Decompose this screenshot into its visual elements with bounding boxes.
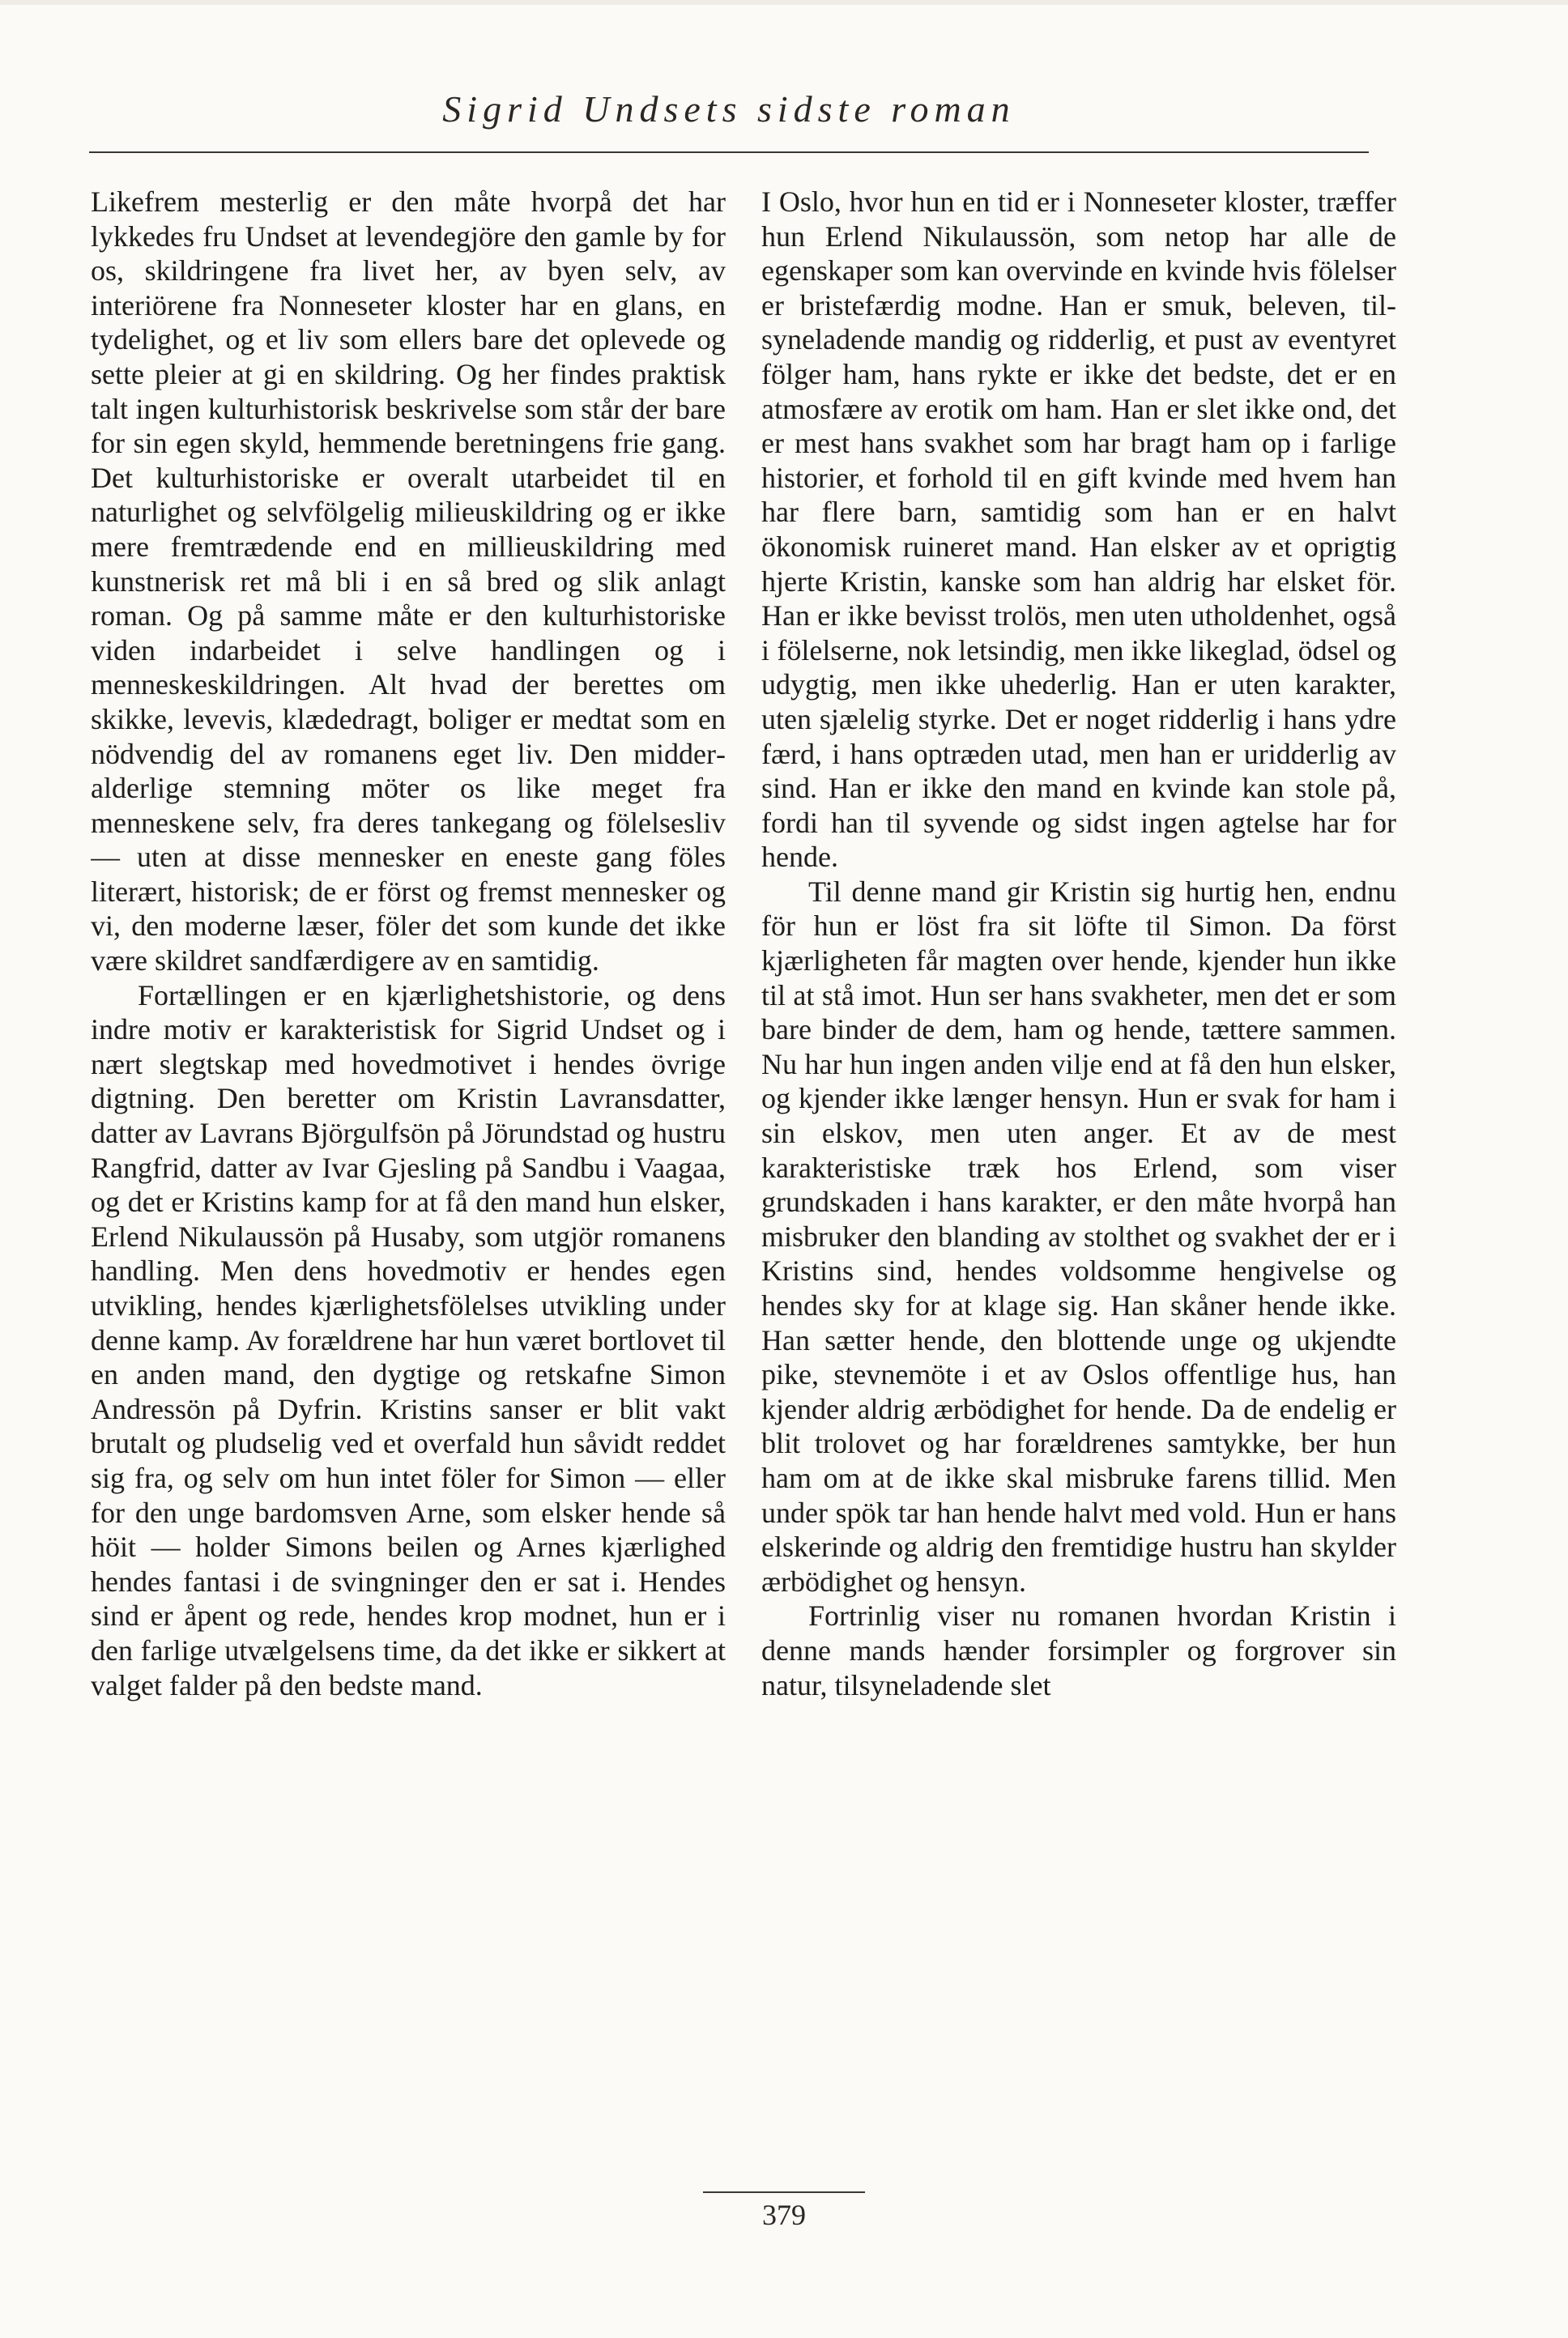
right-column — [761, 185, 1396, 2161]
running-head: Sigrid Undsets sidste roman — [442, 88, 1016, 130]
folio-rule — [703, 2191, 865, 2193]
paragraph: Fortrinlig viser nu romanen hvordan Kristin i denne mands hænder forsimpler og forgrover sin natur, tilsyneladende slet — [761, 1599, 1396, 1701]
header-rule — [89, 151, 1369, 153]
left-column — [91, 185, 726, 2161]
page-number: 379 — [762, 2199, 806, 2231]
paragraph: Likefrem mesterlig er den måte hvorpå det har lykkedes fru Undset at levendegjöre den gamle by for os, skildringene fra livet her, av byen selv, av interiörene fra Nonneseter kloster har en glans, en tydelighet, og et liv som ellers bare det oplevede og sette pleier at gi en skildring. Og her findes praktisk talt ingen kulturhistorisk beskrivelse som står der bare for sin egen skyld, hemmende beretningens frie gang. Det kulturhistoriske er overalt utarbeidet til en naturlighet og selvfölgelig milieuskildring og er ikke mere fremtrædende end en millieuskildring med kunstnerisk ret må bli i en så bred og slik anlagt roman. Og på samme måte er den kulturhistoriske viden indarbeidet i selve handlingen og i menneskeskildringen. Alt hvad der berettes om skikke, levevis, klædedragt, boliger er medtat som en nödvendig del av romanens eget liv. Den midderalderlige stemning möter os like meget fra menneskene selv, fra deres tankegang og fölelsesliv — uten at disse mennesker en eneste gang föles literært, historisk; de er först og fremst mennesker og vi, den moderne læser, föler det som kunde det ikke være skildret sandfærdigere av en samtidig. — [91, 185, 726, 977]
paragraph: Fortællingen er en kjærlighetshistorie, og dens indre motiv er karakteristisk for Sigrid Undset og i nært slegtskap med hovedmotivet i hendes övrige digtning. Den beretter om Kristin Lavransdatter, datter av Lavrans Björgulfsön på Jörundstad og hustru Rangfrid, datter av Ivar Gjesling på Sandbu i Vaagaa, og det er Kristins kamp for at få den mand hun elsker, Erlend Nikulaussön på Husaby, som utgjör romanens handling. Men dens hovedmotiv er hendes egen utvikling, hendes kjærlighetsfölelses utvikling under denne kamp. Av forældrene har hun været bortlovet til en anden mand, den dygtige og retskafne Simon Andressön på Dyfrin. Kristins sanser er blit vakt brutalt og pludselig ved et overfald hun såvidt reddet sig fra, og selv om hun intet föler for Simon — eller for den unge bardomsven Arne, som elsker hende så höit — holder Simons beilen og Arnes kjærlighed hendes fantasi i de svingninger den er sat i. Hendes sind er åpent og rede, hendes krop modnet, hun er i den farlige utvælgelsens time, da det ikke er sikkert at valget falder på den bedste mand. — [91, 978, 726, 1701]
paragraph: I Oslo, hvor hun en tid er i Nonneseter kloster, træffer hun Erlend Nikulaussön, som netop har alle de egenskaper som kan overvinde en kvinde hvis fölelser er bristefærdig modne. Han er smuk, beleven, tilsyneladende mandig og ridderlig, et pust av eventyret fölger ham, hans rykte er ikke det bedste, det er en atmosfære av erotik om ham. Han er slet ikke ond, det er mest hans svakhet som har bragt ham op i farlige historier, et forhold til en gift kvinde med hvem han har flere barn, samtidig som han er en halvt ökonomisk ruineret mand. Han elsker av et oprigtig hjerte Kristin, kanske som han aldrig har elsket för. Han er ikke bevisst trolös, men uten utholdenhet, også i fölelserne, nok letsindig, men ikke likeglad, ödsel og udygtig, men ikke uhederlig. Han er uten karakter, uten sjælelig styrke. Det er noget ridderlig i hans ydre færd, i hans optræden utad, men han er uridderlig av sind. Han er ikke den mand en kvinde kan stole på, fordi han til syvende og sidst ingen agtelse har for hende. — [761, 185, 1396, 874]
paper-edge — [0, 0, 1568, 5]
paragraph: Til denne mand gir Kristin sig hurtig hen, endnu för hun er löst fra sit löfte til Simon. Da först kjærligheten får magten over hende, kjender hun ikke til at stå imot. Hun ser hans svakheter, men det er som bare binder de dem, ham og hende, tættere sammen. Nu har hun ingen anden vilje end at få den hun elsker, og kjender ikke længer hensyn. Hun er svak for ham i sin elskov, men uten anger. Et av de mest karakteristiske træk hos Erlend, som viser grundskaden i hans karakter, er den måte hvorpå han misbruker den blanding av stolthet og svakhet der er i Kristins sind, hendes voldsomme hengivelse og hendes sky for at klage sig. Han skåner hende ikke. Han sætter hende, den blottende unge og ukjendte pike, stevnemöte i et av Oslos offentlige hus, han kjender aldrig ærbödighet for hende. Da de endelig er blit trolovet og har forældrenes samtykke, ber hun ham om at de ikke skal misbruke farens tillid. Men under spök tar han hende halvt med vold. Hun er hans elskerinde og aldrig den fremtidige hustru han skylder ærbödighet og hensyn. — [761, 875, 1396, 1598]
